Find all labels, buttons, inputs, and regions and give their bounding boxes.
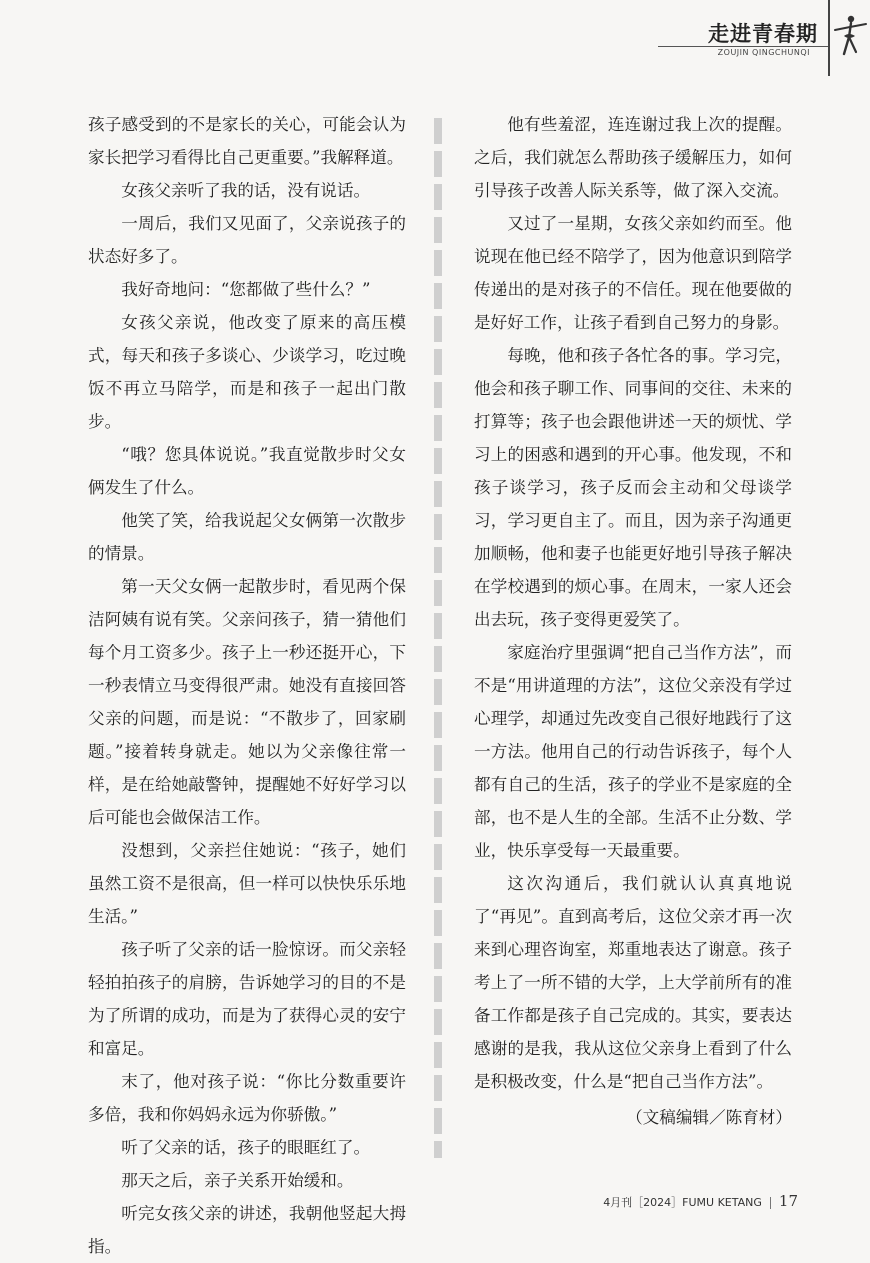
paragraph: 这次沟通后，我们就认认真真地说了“再见”。直到高考后，这位父亲才再一次来到心理咨询室，郑重地表达了谢意。孩子考上了一所不错的大学，上大学前所有的准备工作都是孩子自己完成的。其实，要表达感谢的是我，我从这位父亲身上看到了什么是积极改变，什么是“把自己当作方法”。 xyxy=(474,874,792,1091)
paragraph: 孩子听了父亲的话一脸惊讶。而父亲轻轻拍拍孩子的肩膀，告诉她学习的目的不是为了所谓的成功，而是为了获得心灵的安宁和富足。 xyxy=(88,940,406,1058)
section-title: 走进青春期 xyxy=(708,22,818,46)
paragraph: 又过了一星期，女孩父亲如约而至。他说现在他已经不陪学了，因为他意识到陪学传递出的是对孩子的不信任。现在他要做的是好好工作，让孩子看到自己努力的身影。 xyxy=(474,214,792,332)
paragraph: 家庭治疗里强调“把自己当作方法”，而不是“用讲道理的方法”，这位父亲没有学过心理学，却通过先改变自己很好地践行了这一方法。他用自己的行动告诉孩子，每个人都有自己的生活，孩子的学业不是家庭的全部，也不是人生的全部。生活不止分数、学业，快乐享受每一天最重要。 xyxy=(474,643,792,860)
column-divider xyxy=(434,118,442,1158)
paragraph: 末了，他对孩子说：“你比分数重要许多倍，我和你妈妈永远为你骄傲。” xyxy=(88,1072,406,1124)
paragraph: 女孩父亲听了我的话，没有说话。 xyxy=(121,181,371,200)
paragraph: 听完女孩父亲的讲述，我朝他竖起大拇指。 xyxy=(88,1204,406,1256)
paragraph: 听了父亲的话，孩子的眼眶红了。 xyxy=(121,1138,371,1157)
editor-signature: （文稿编辑／陈育材） xyxy=(626,1108,792,1127)
paragraph: 一周后，我们又见面了，父亲说孩子的状态好多了。 xyxy=(88,214,406,266)
paragraph: 每晚，他和孩子各忙各的事。学习完，他会和孩子聊工作、同事间的交往、未来的打算等；孩子也会跟他讲述一天的烦忧、学习上的困惑和遇到的开心事。他发现，不和孩子谈学习，孩子反而会主动和父母谈学习，学习更自主了。而且，因为亲子沟通更加顺畅，他和妻子也能更好地引导孩子解决在学校遇到的烦心事。在周末，一家人还会出去玩，孩子变得更爱笑了。 xyxy=(474,346,792,629)
paragraph: 没想到，父亲拦住她说：“孩子，她们虽然工资不是很高，但一样可以快快乐乐地生活。” xyxy=(88,841,406,926)
dancer-icon xyxy=(830,10,870,60)
paragraph: 我好奇地问：“您都做了些什么？” xyxy=(121,280,371,299)
paragraph: 那天之后，亲子关系开始缓和。 xyxy=(121,1171,354,1190)
paragraph: 第一天父女俩一起散步时，看见两个保洁阿姨有说有笑。父亲问孩子，猜一猜他们每个月工资多少。孩子上一秒还挺开心，下一秒表情立马变得很严肃。她没有直接回答父亲的问题，而是说：“不散步了，回家刷题。”接着转身就走。她以为父亲像往常一样，是在给她敲警钟，提醒她不好好学习以后可能也会做保洁工作。 xyxy=(88,577,406,827)
footer-separator xyxy=(770,1197,771,1209)
left-column xyxy=(88,108,406,1263)
page-number: 17 xyxy=(778,1192,798,1210)
paragraph: 他有些羞涩，连连谢过我上次的提醒。之后，我们就怎么帮助孩子缓解压力，如何引导孩子改善人际关系等，做了深入交流。 xyxy=(474,115,792,200)
paragraph: 孩子感受到的不是家长的关心，可能会认为家长把学习看得比自己更重要。”我解释道。 xyxy=(88,115,406,167)
right-column xyxy=(474,108,792,1134)
paragraph: “哦？您具体说说。”我直觉散步时父女俩发生了什么。 xyxy=(88,445,406,497)
paragraph: 女孩父亲说，他改变了原来的高压模式，每天和孩子多谈心、少谈学习，吃过晚饭不再立马陪学，而是和孩子一起出门散步。 xyxy=(88,313,406,431)
paragraph: 他笑了笑，给我说起父女俩第一次散步的情景。 xyxy=(88,511,406,563)
issue-label: 4月刊［2024］FUMU KETANG xyxy=(603,1196,762,1209)
page-footer xyxy=(603,1192,798,1210)
section-subtitle: ZOUJIN QINGCHUNQI xyxy=(717,48,810,57)
